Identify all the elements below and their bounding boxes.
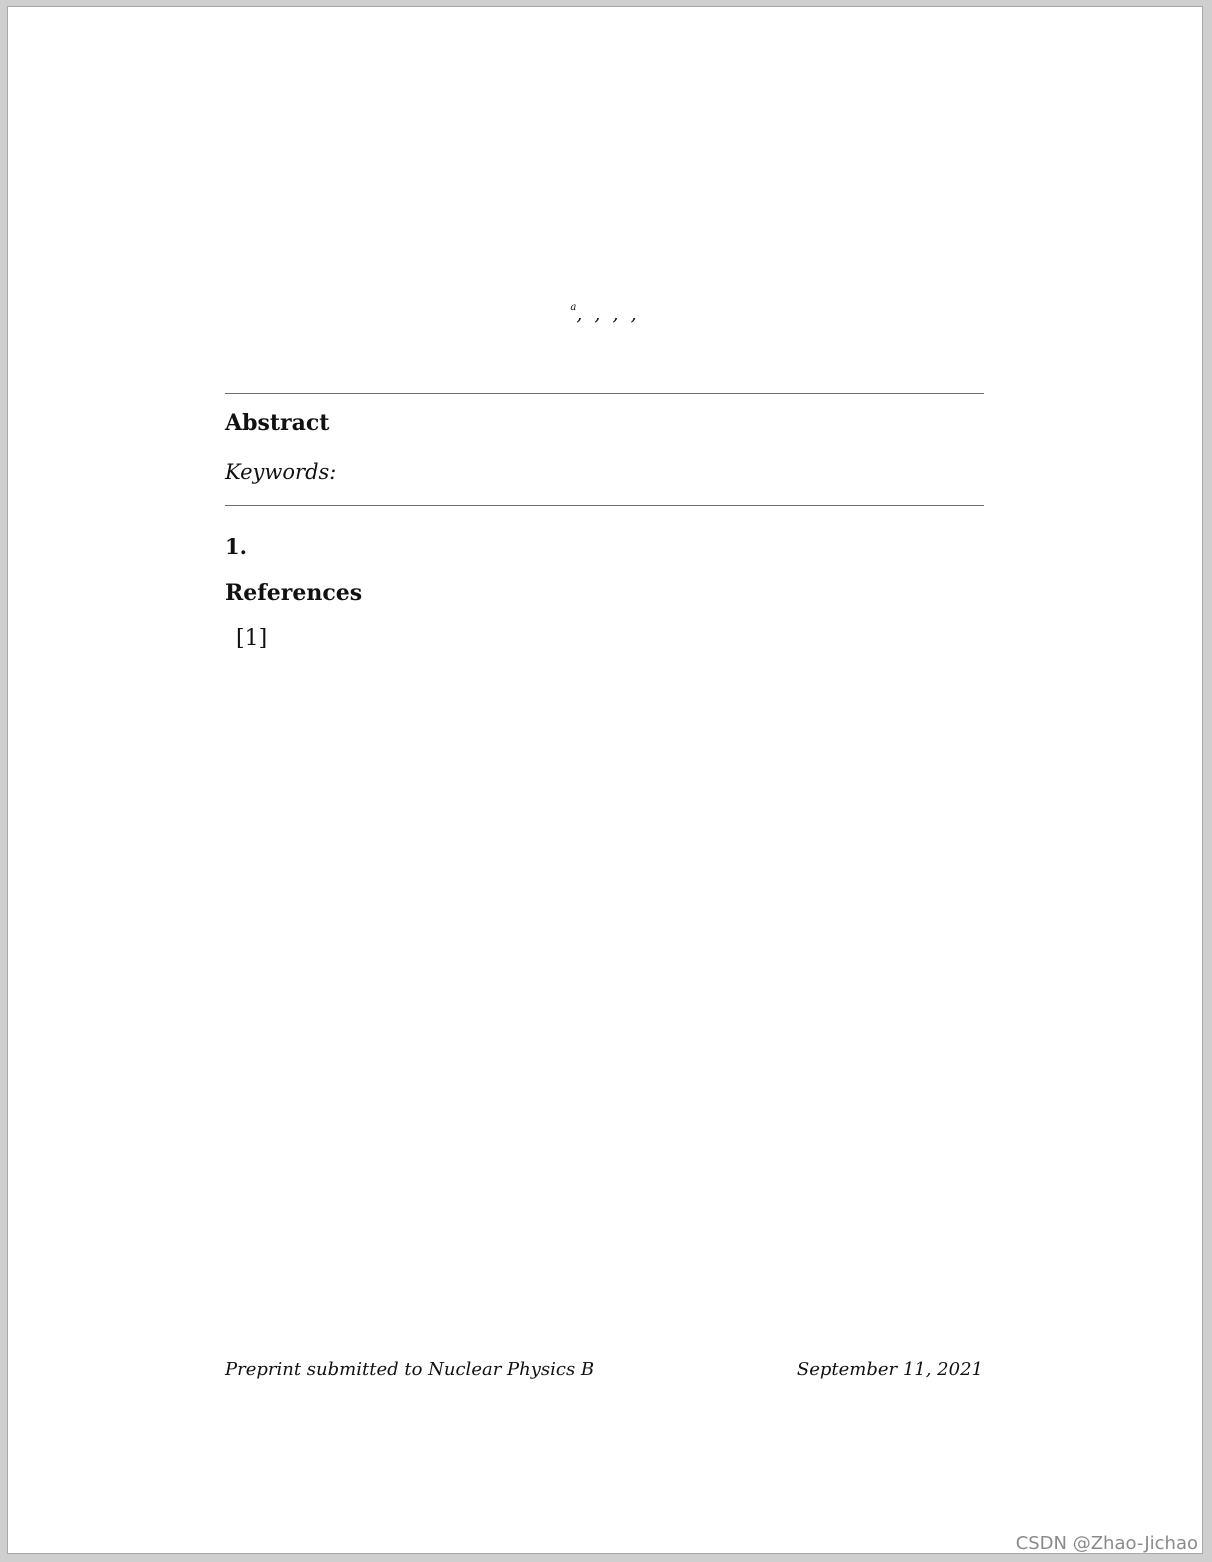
- references-heading: References: [225, 580, 363, 606]
- abstract-heading: Abstract: [225, 410, 330, 436]
- affiliation-superscript: a: [570, 301, 577, 313]
- footer-date: September 11, 2021: [796, 1359, 983, 1380]
- abstract-top-rule: [225, 393, 984, 394]
- footer-journal: Preprint submitted to Nuclear Physics B: [225, 1359, 595, 1380]
- author-line: [8, 303, 1202, 325]
- abstract-bottom-rule: [225, 505, 984, 506]
- reference-item: [1]: [236, 626, 268, 651]
- document-page: [7, 6, 1203, 1554]
- watermark: CSDN @Zhao-Jichao: [1015, 1533, 1198, 1554]
- author-separators: , , , ,: [576, 303, 640, 325]
- section-heading: 1.: [225, 534, 247, 559]
- keywords-label: Keywords:: [225, 460, 337, 484]
